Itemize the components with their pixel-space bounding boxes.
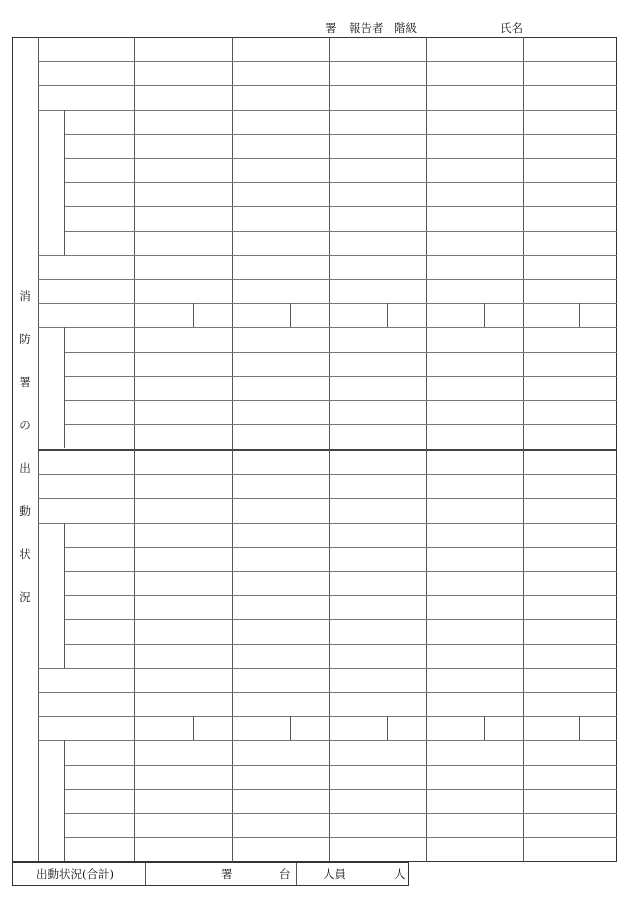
row-line	[38, 327, 617, 328]
data-col-line	[426, 37, 427, 449]
time-group-line	[64, 110, 65, 255]
row-line	[64, 789, 617, 790]
row-line	[64, 837, 617, 838]
row-line	[64, 424, 617, 425]
side-title-char: 消	[19, 289, 31, 303]
side-title-char: 防	[19, 332, 31, 346]
side-title-char: 動	[19, 504, 31, 518]
row-line	[64, 158, 617, 159]
data-col-line	[134, 37, 135, 449]
row-line	[38, 692, 617, 693]
row-line	[64, 400, 617, 401]
row-line	[38, 61, 617, 62]
data-col-line	[134, 450, 135, 862]
side-title-char: 況	[19, 590, 31, 604]
total-station-suffix[interactable]: 署	[221, 867, 233, 881]
row-line	[38, 474, 617, 475]
row-line	[64, 376, 617, 377]
time-group-line	[64, 523, 65, 668]
side-title-char: 状	[19, 547, 31, 561]
row-line	[64, 547, 617, 548]
pump-split-line	[290, 303, 291, 327]
row-line	[64, 231, 617, 232]
pump-split-line	[484, 716, 485, 740]
total-person-unit[interactable]: 人	[394, 867, 406, 881]
row-line	[64, 352, 617, 353]
section-separator	[38, 449, 617, 451]
row-line	[64, 595, 617, 596]
row-line	[38, 716, 617, 717]
data-col-line	[523, 37, 524, 449]
header-rank: 階級	[394, 21, 417, 35]
crew-group-line	[64, 327, 65, 448]
pump-split-line	[193, 716, 194, 740]
total-vehicles-unit[interactable]: 台	[279, 867, 291, 881]
header-station-suffix: 署	[325, 21, 337, 35]
pump-split-line	[290, 716, 291, 740]
data-col-line	[523, 450, 524, 862]
row-line	[64, 134, 617, 135]
row-line	[38, 668, 617, 669]
data-col-line	[426, 450, 427, 862]
row-line	[38, 740, 617, 741]
data-col-line	[232, 450, 233, 862]
row-line	[64, 765, 617, 766]
pump-split-line	[387, 716, 388, 740]
row-line	[38, 85, 617, 86]
data-col-line	[232, 37, 233, 449]
row-line	[64, 182, 617, 183]
pump-split-line	[193, 303, 194, 327]
data-col-line	[329, 450, 330, 862]
pump-split-line	[387, 303, 388, 327]
total-label: 出動状況(合計)	[36, 867, 114, 881]
row-line	[64, 206, 617, 207]
pump-split-line	[579, 303, 580, 327]
crew-group-line	[64, 740, 65, 861]
row-line	[64, 644, 617, 645]
side-title-char: 出	[19, 461, 31, 475]
header-reporter: 報告者	[349, 21, 384, 35]
row-line	[64, 619, 617, 620]
total-personnel-label[interactable]: 人員	[323, 867, 346, 881]
pump-split-line	[579, 716, 580, 740]
total-row	[12, 862, 409, 886]
side-title-char: 署	[19, 375, 31, 389]
pump-split-line	[484, 303, 485, 327]
row-line	[38, 498, 617, 499]
row-line	[38, 523, 617, 524]
row-line	[38, 279, 617, 280]
row-line	[38, 255, 617, 256]
data-col-line	[329, 37, 330, 449]
row-line	[38, 110, 617, 111]
row-line	[64, 571, 617, 572]
side-title-char: の	[19, 418, 31, 432]
row-line	[64, 813, 617, 814]
header-name: 氏名	[500, 21, 523, 35]
row-line	[38, 303, 617, 304]
